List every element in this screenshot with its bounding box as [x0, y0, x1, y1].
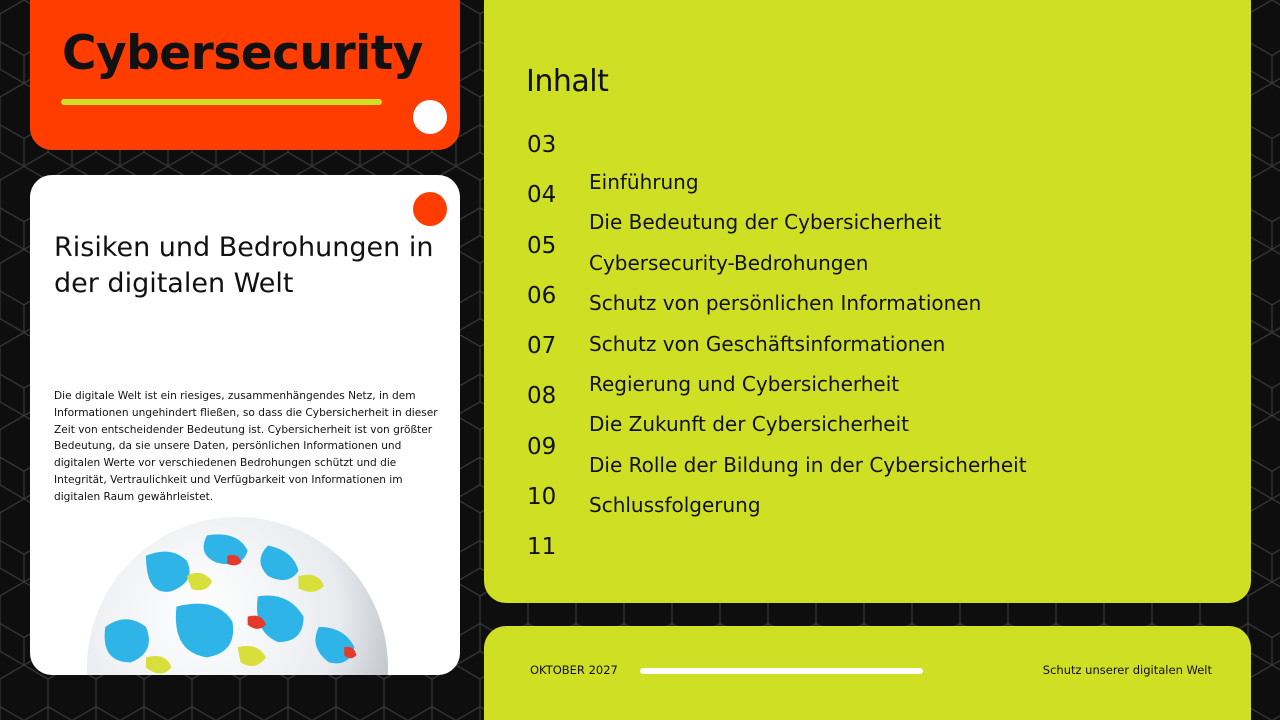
page-number: 03 [527, 132, 557, 158]
page-number: 08 [527, 383, 557, 410]
contents-item-bedrohungen[interactable]: Cybersecurity-Bedrohungen [589, 250, 869, 275]
contents-heading: Inhalt [526, 64, 609, 99]
page-title: Cybersecurity [62, 26, 423, 81]
page-number-list [527, 130, 556, 583]
contents-item-bedeutung[interactable]: Die Bedeutung der Cybersicherheit [589, 210, 942, 235]
page-number: 05 [527, 232, 557, 259]
page-number: 07 [527, 333, 557, 360]
intro-card [30, 175, 460, 675]
contents-item-bildung[interactable]: Die Rolle der Bildung in der Cybersicherheit [589, 452, 1027, 477]
globe-icon [85, 515, 390, 675]
contents-item-schlussfolgerung[interactable]: Schlussfolgerung [589, 493, 761, 518]
intro-paragraph: Die digitale Welt ist ein riesiges, zusammenhängendes Netz, in dem Informationen ungehindert fließen, so dass die Cybersicherheit in dieser Zeit von entscheidender Bedeutung ist. Cybersicherheit ist von größter Bedeutung, da sie unsere Daten, persönlichen Informationen und digitalen Werte vor verschiedenen Bedrohungen schützt und die Integrität, Vertraulichkeit und Verfügbarkeit von Informationen im digitalen Raum gewährleistet. [54, 390, 438, 503]
contents-item-zukunft[interactable]: Die Zukunft der Cybersicherheit [589, 412, 910, 437]
footer-tagline: Schutz unserer digitalen Welt [1042, 663, 1212, 677]
decorative-dot [413, 100, 447, 134]
footer-date: OKTOBER 2027 [530, 663, 618, 677]
contents-item-persoenliche-informationen[interactable]: Schutz von persönlichen Informationen [589, 291, 982, 316]
contents-item-geschaeftsinformationen[interactable]: Schutz von Geschäftsinformationen [589, 331, 946, 356]
page-number: 04 [527, 182, 557, 209]
contents-panel [484, 0, 1251, 603]
contents-list [589, 169, 1027, 533]
title-underline [61, 99, 382, 105]
contents-item-regierung[interactable]: Regierung und Cybersicherheit [589, 371, 900, 396]
intro-heading: Risiken und Bedrohungen in der digitalen Welt [54, 232, 434, 299]
page-number: 09 [527, 433, 557, 460]
contents-item-einfuehrung[interactable]: Einführung [589, 170, 699, 194]
footer-divider-line [640, 668, 923, 674]
page-number: 11 [527, 534, 557, 561]
decorative-dot [413, 192, 447, 226]
footer-panel [484, 626, 1251, 720]
page-number: 06 [527, 282, 557, 309]
title-card [30, 0, 460, 150]
page-number: 10 [527, 484, 557, 511]
